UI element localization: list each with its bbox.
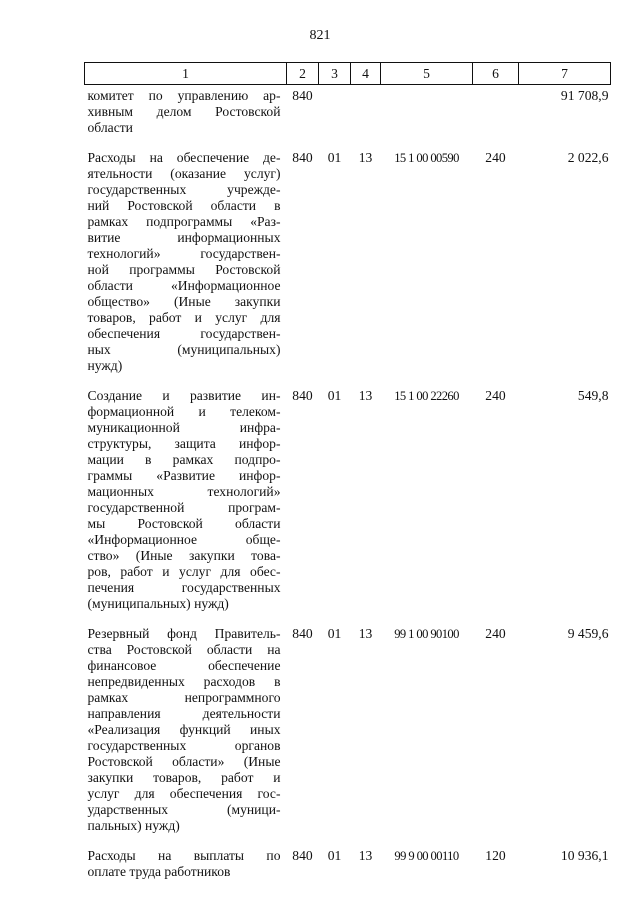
description-line: ний Ростовской области в bbox=[87, 198, 281, 213]
row-spacer bbox=[85, 834, 611, 845]
budget-table bbox=[84, 62, 611, 880]
amount-cell: 10 936,1 bbox=[560, 848, 609, 863]
description-line: ства Ростовской области на bbox=[87, 642, 281, 657]
description-line: государственной програм- bbox=[87, 500, 281, 515]
section-cell: 01 bbox=[327, 626, 342, 641]
description-line: закупки товаров, работ и bbox=[87, 770, 281, 785]
subsection-cell: 13 bbox=[358, 848, 373, 863]
description-line: муникационной инфра- bbox=[87, 420, 281, 435]
gr-code-cell: 840 bbox=[292, 848, 313, 863]
description-line: обеспечения государствен- bbox=[87, 326, 281, 341]
page-number: 821 bbox=[309, 28, 331, 43]
description-line: технологий» государствен- bbox=[87, 246, 281, 261]
description-line: формационной и телеком- bbox=[87, 404, 281, 419]
description-line: ных (муниципальных) bbox=[87, 342, 281, 357]
row-spacer-cell bbox=[85, 374, 611, 385]
description-cell bbox=[85, 85, 287, 137]
description-line: нужд) bbox=[87, 358, 123, 373]
subsection-cell: 13 bbox=[358, 150, 373, 165]
section-cell bbox=[319, 85, 351, 137]
header-cell-col1: 1 bbox=[85, 63, 287, 85]
description-line: общество» (Иные закупки bbox=[87, 294, 281, 309]
expense-type-cell: 120 bbox=[485, 848, 506, 863]
description-line: ной программы Ростовской bbox=[87, 262, 281, 277]
description-line: Резервный фонд Правитель- bbox=[87, 626, 281, 641]
amount-cell: 2 022,6 bbox=[567, 150, 609, 165]
description-line: Расходы на выплаты по bbox=[87, 848, 281, 863]
target-code-cell: 99 9 00 00110 bbox=[394, 849, 459, 863]
description-line: комитет по управлению ар- bbox=[87, 88, 281, 103]
target-code-cell bbox=[381, 85, 473, 137]
description-line: рамках непрограммного bbox=[87, 690, 281, 705]
description-line: Расходы на обеспечение де- bbox=[87, 150, 281, 165]
row-spacer-cell bbox=[85, 612, 611, 623]
header-cell-col6: 6 bbox=[473, 63, 519, 85]
amount-cell: 91 708,9 bbox=[560, 88, 609, 103]
target-code-cell: 15 1 00 22260 bbox=[394, 389, 459, 403]
gr-code-cell: 840 bbox=[292, 150, 313, 165]
description-line: финансовое обеспечение bbox=[87, 658, 281, 673]
section-cell: 01 bbox=[327, 150, 342, 165]
description-line: граммы «Развитие инфор- bbox=[87, 468, 281, 483]
header-cell-col5: 5 bbox=[381, 63, 473, 85]
gr-code-cell: 840 bbox=[292, 388, 313, 403]
expense-type-cell: 240 bbox=[485, 626, 506, 641]
description-line: «Реализация функций иных bbox=[87, 722, 281, 737]
description-line: направления деятельности bbox=[87, 706, 281, 721]
description-line: государственных учрежде- bbox=[87, 182, 281, 197]
subsection-cell: 13 bbox=[358, 388, 373, 403]
subsection-cell: 13 bbox=[358, 626, 373, 641]
description-line: области bbox=[87, 120, 133, 135]
amount-cell: 549,8 bbox=[577, 388, 609, 403]
description-line: Создание и развитие ин- bbox=[87, 388, 281, 403]
expense-type-cell: 240 bbox=[485, 150, 506, 165]
header-cell-col2: 2 bbox=[287, 63, 319, 85]
expense-type-cell bbox=[473, 85, 519, 137]
description-line: ство» (Иные закупки това- bbox=[87, 548, 281, 563]
gr-code-cell: 840 bbox=[292, 626, 313, 641]
description-line: ров, работ и услуг для обес- bbox=[87, 564, 281, 579]
description-cell bbox=[85, 845, 287, 880]
description-cell bbox=[85, 623, 287, 834]
row-spacer bbox=[85, 612, 611, 623]
header-cell-col7: 7 bbox=[519, 63, 611, 85]
description-line: услуг для обеспечения гос- bbox=[87, 786, 281, 801]
description-line: непредвиденных расходов в bbox=[87, 674, 281, 689]
description-line: ятельности (оказание услуг) bbox=[87, 166, 281, 181]
description-line: товаров, работ и услуг для bbox=[87, 310, 281, 325]
table-row bbox=[85, 85, 611, 137]
gr-code-cell: 840 bbox=[292, 88, 313, 103]
table-row bbox=[85, 623, 611, 834]
amount-cell: 9 459,6 bbox=[567, 626, 609, 641]
table-body bbox=[85, 85, 611, 881]
target-code-cell: 99 1 00 90100 bbox=[394, 627, 459, 641]
description-line: Ростовской области» (Иные bbox=[87, 754, 281, 769]
expense-type-cell: 240 bbox=[485, 388, 506, 403]
row-spacer-cell bbox=[85, 136, 611, 147]
subsection-cell bbox=[351, 85, 381, 137]
description-line: государственных органов bbox=[87, 738, 281, 753]
section-cell: 01 bbox=[327, 388, 342, 403]
target-code-cell: 15 1 00 00590 bbox=[394, 151, 459, 165]
description-line: мационных технологий» bbox=[87, 484, 281, 499]
description-line: «Информационное обще- bbox=[87, 532, 281, 547]
description-line: (муниципальных) нужд) bbox=[87, 596, 229, 611]
table-row bbox=[85, 845, 611, 880]
description-line: печения государственных bbox=[87, 580, 281, 595]
header-row bbox=[85, 63, 611, 85]
description-line: хивным делом Ростовской bbox=[87, 104, 281, 119]
description-line: ударственных (муници- bbox=[87, 802, 281, 817]
row-spacer bbox=[85, 374, 611, 385]
description-line: пальных) нужд) bbox=[87, 818, 180, 833]
description-cell bbox=[85, 147, 287, 374]
description-line: области «Информационное bbox=[87, 278, 281, 293]
header-cell-col3: 3 bbox=[319, 63, 351, 85]
description-line: структуры, защита инфор- bbox=[87, 436, 281, 451]
description-line: витие информационных bbox=[87, 230, 281, 245]
header-cell-col4: 4 bbox=[351, 63, 381, 85]
description-line: мации в рамках подпро- bbox=[87, 452, 281, 467]
description-line: мы Ростовской области bbox=[87, 516, 281, 531]
row-spacer-cell bbox=[85, 834, 611, 845]
description-cell bbox=[85, 385, 287, 612]
description-line: рамках подпрограммы «Раз- bbox=[87, 214, 281, 229]
description-line: оплате труда работников bbox=[87, 864, 231, 879]
table-row bbox=[85, 147, 611, 374]
section-cell: 01 bbox=[327, 848, 342, 863]
row-spacer bbox=[85, 136, 611, 147]
table-row bbox=[85, 385, 611, 612]
